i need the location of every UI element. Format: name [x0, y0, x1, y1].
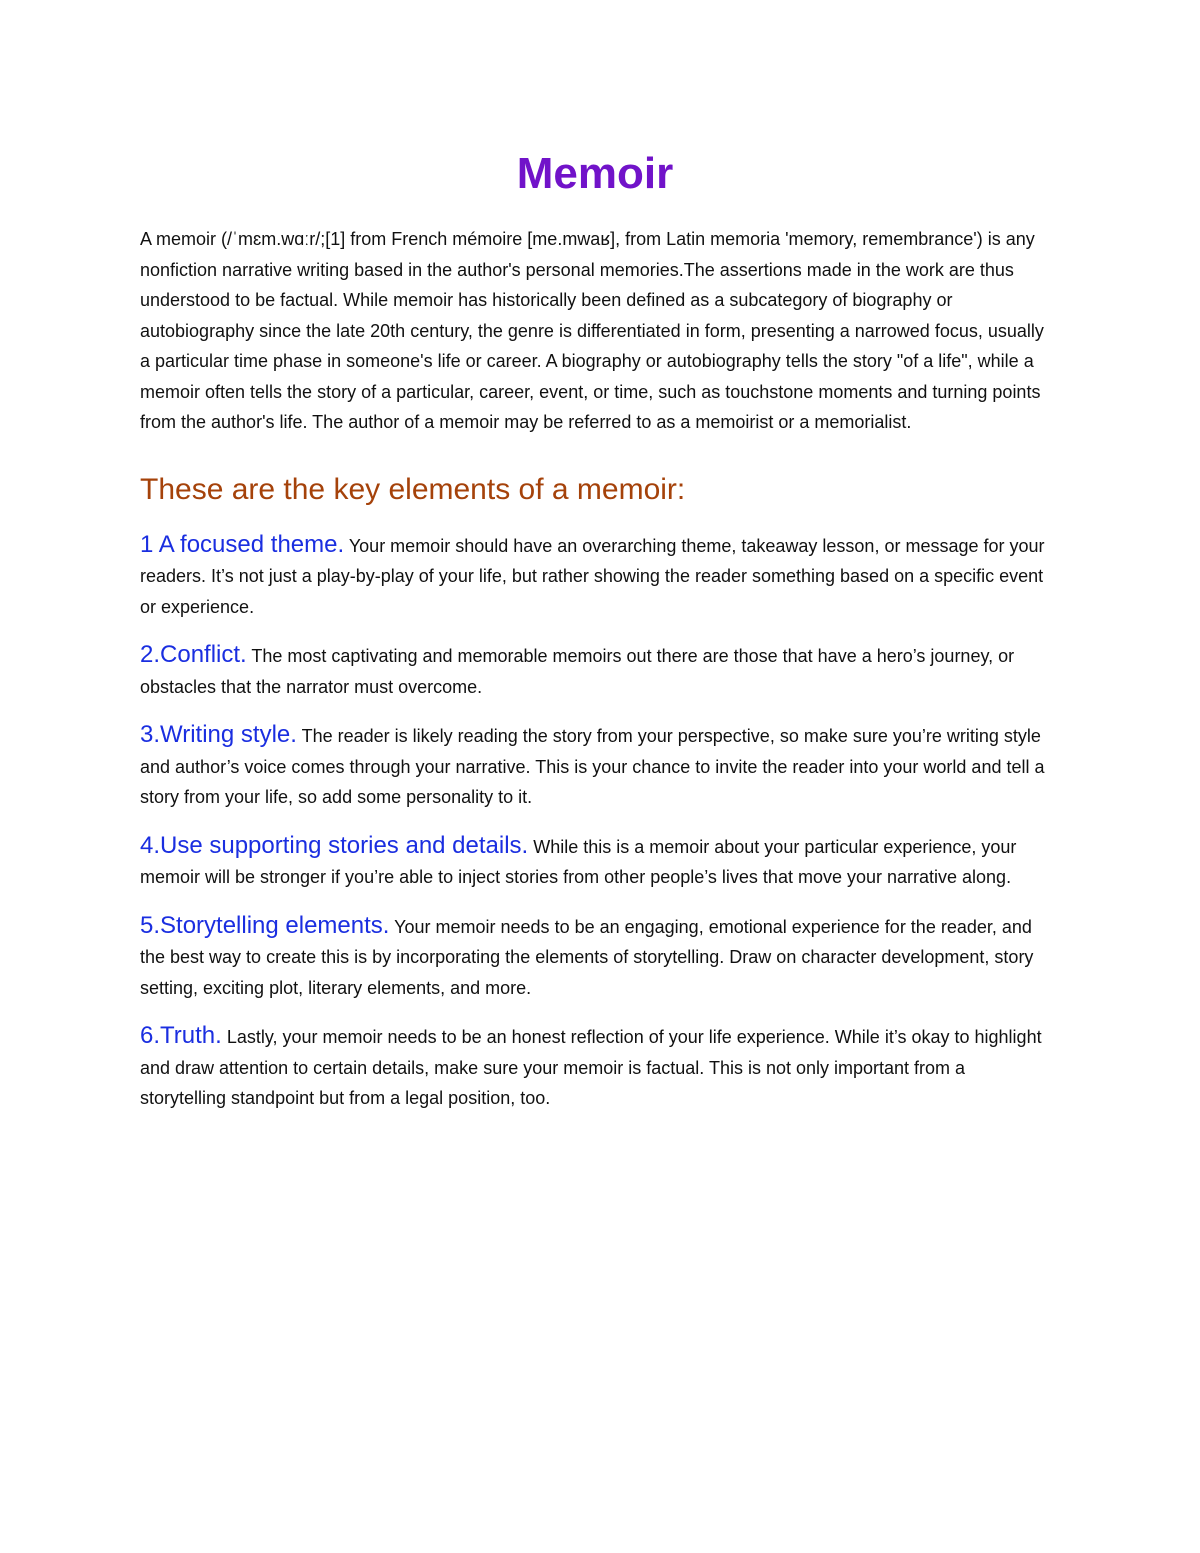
intro-paragraph: A memoir (/ˈmɛm.wɑːr/;[1] from French mémoire [me.mwaʁ], from Latin memoria 'memory, remembrance') is any nonfiction narrative writing based in the author's personal memories.The assertions made in the work are thus understood to be factual. While memoir has historically been defined as a subcategory of biography or autobiography since the late 20th century, the genre is differentiated in form, presenting a narrowed focus, usually a particular time phase in someone's life or career. A biography or autobiography tells the story "of a life", while a memoir often tells the story of a particular, career, event, or time, such as touchstone moments and turning points from the author's life. The author of a memoir may be referred to as a memoirist or a memorialist. — [140, 229, 1044, 432]
key-elements-heading: These are the key elements of a memoir: — [140, 472, 686, 506]
element-body: Lastly, your memoir needs to be an honest reflection of your life experience. While it’s okay to highlight and draw attention to certain details, make sure your memoir is factual. This is not only important from a storytelling standpoint but from a legal position, too. — [140, 1027, 1042, 1108]
element-writing-style — [140, 720, 1050, 813]
element-title: 1 A focused theme. — [140, 530, 345, 558]
document-title: Memoir — [516, 149, 674, 198]
element-body: The most captivating and memorable memoirs out there are those that have a hero’s journey, or obstacles that the narrator must overcome. — [140, 646, 1015, 697]
element-storytelling — [140, 911, 1050, 1004]
element-title: 5.Storytelling elements. — [140, 911, 390, 939]
element-focused-theme — [140, 530, 1050, 623]
element-title: 3.Writing style. — [140, 721, 297, 748]
element-body: Your memoir should have an overarching theme, takeaway lesson, or message for your readers. It’s not just a play-by-play of your life, but rather showing the reader something based on a specific event or experience. — [140, 535, 1045, 617]
element-body: The reader is likely reading the story from your perspective, so make sure you’re writing style and author’s voice comes through your narrative. This is your chance to invite the reader into your world and tell a story from your life, so add some personality to it. — [140, 726, 1045, 807]
element-body: Your memoir needs to be an engaging, emotional experience for the reader, and the best way to create this is by incorporating the elements of storytelling. Draw on character development, story setting, exciting plot, literary elements, and more. — [140, 916, 1034, 998]
element-title: 2.Conflict. — [140, 641, 247, 668]
element-truth — [140, 1021, 1050, 1114]
element-supporting-stories — [140, 831, 1050, 893]
element-title: 4.Use supporting stories and details. — [140, 831, 529, 859]
element-body: While this is a memoir about your particular experience, your memoir will be stronger if you’re able to inject stories from other people’s lives that move your narrative along. — [140, 836, 1017, 887]
element-title: 6.Truth. — [140, 1022, 222, 1049]
element-conflict — [140, 640, 1050, 702]
